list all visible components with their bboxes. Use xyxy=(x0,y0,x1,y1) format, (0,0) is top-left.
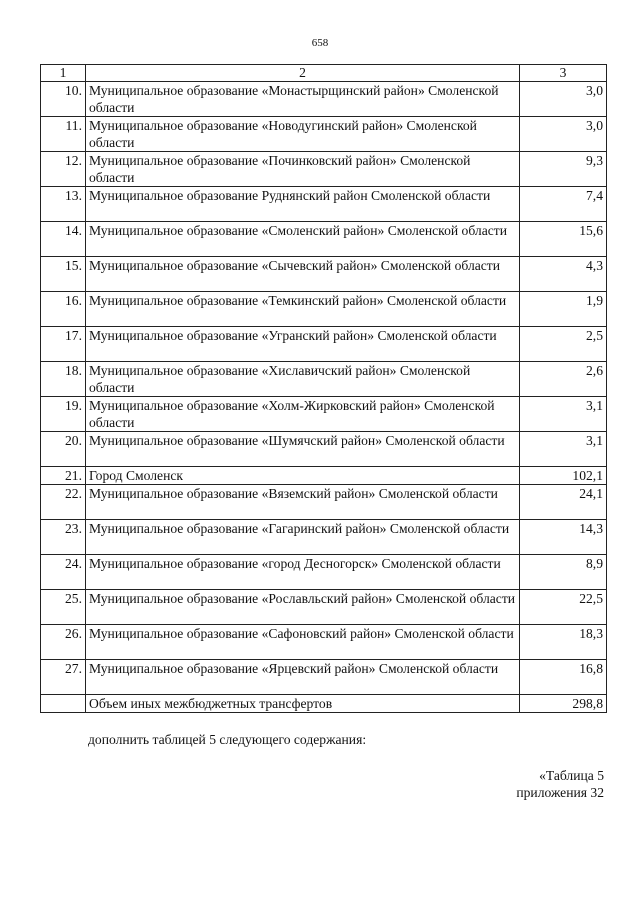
row-name: Муниципальное образование «Хиславичский район» Смоленской области xyxy=(86,362,520,397)
caption-line-2: приложения 32 xyxy=(516,785,604,800)
page-number: 658 xyxy=(311,37,329,49)
table-row xyxy=(41,222,607,257)
row-name: Муниципальное образование «Смоленский район» Смоленской области xyxy=(86,222,520,257)
row-number: 10. xyxy=(41,82,86,117)
row-number xyxy=(41,695,86,713)
row-number: 19. xyxy=(41,397,86,432)
table-row xyxy=(41,625,607,660)
row-value: 24,1 xyxy=(520,485,607,520)
table-row xyxy=(41,467,607,485)
row-name: Муниципальное образование «Угранский район» Смоленской области xyxy=(86,327,520,362)
transfers-table xyxy=(40,64,607,713)
row-value: 1,9 xyxy=(520,292,607,327)
row-name: Муниципальное образование «город Десногорск» Смоленской области xyxy=(86,555,520,590)
table-row xyxy=(41,485,607,520)
row-number: 25. xyxy=(41,590,86,625)
row-value: 2,5 xyxy=(520,327,607,362)
row-value: 7,4 xyxy=(520,187,607,222)
row-value: 298,8 xyxy=(520,695,607,713)
row-value: 3,0 xyxy=(520,82,607,117)
row-value: 4,3 xyxy=(520,257,607,292)
row-number: 16. xyxy=(41,292,86,327)
row-number: 14. xyxy=(41,222,86,257)
table-row xyxy=(41,432,607,467)
row-value: 8,9 xyxy=(520,555,607,590)
row-name: Муниципальное образование «Холм-Жирковский район» Смоленской области xyxy=(86,397,520,432)
row-number: 13. xyxy=(41,187,86,222)
row-number: 12. xyxy=(41,152,86,187)
table-row xyxy=(41,555,607,590)
table-row xyxy=(41,187,607,222)
caption-line-1: «Таблица 5 xyxy=(539,768,604,783)
row-number: 24. xyxy=(41,555,86,590)
row-name: Муниципальное образование «Монастырщинский район» Смоленской области xyxy=(86,82,520,117)
row-name: Объем иных межбюджетных трансфертов xyxy=(86,695,520,713)
row-name: Муниципальное образование Руднянский район Смоленской области xyxy=(86,187,520,222)
row-name: Муниципальное образование «Рославльский район» Смоленской области xyxy=(86,590,520,625)
row-number: 22. xyxy=(41,485,86,520)
row-name: Муниципальное образование «Вяземский район» Смоленской области xyxy=(86,485,520,520)
table-row xyxy=(41,257,607,292)
header-col-1: 1 xyxy=(41,65,86,82)
row-value: 14,3 xyxy=(520,520,607,555)
row-number: 21. xyxy=(41,467,86,485)
row-value: 16,8 xyxy=(520,660,607,695)
table-row xyxy=(41,152,607,187)
header-col-3: 3 xyxy=(520,65,607,82)
table-header-row xyxy=(41,65,607,82)
row-name: Муниципальное образование «Сычевский район» Смоленской области xyxy=(86,257,520,292)
row-value: 18,3 xyxy=(520,625,607,660)
row-value: 15,6 xyxy=(520,222,607,257)
table-row xyxy=(41,292,607,327)
row-name: Город Смоленск xyxy=(86,467,520,485)
row-number: 27. xyxy=(41,660,86,695)
row-name: Муниципальное образование «Шумячский район» Смоленской области xyxy=(86,432,520,467)
row-value: 3,1 xyxy=(520,432,607,467)
table-row xyxy=(41,397,607,432)
row-number: 23. xyxy=(41,520,86,555)
row-name: Муниципальное образование «Гагаринский район» Смоленской области xyxy=(86,520,520,555)
header-col-2: 2 xyxy=(86,65,520,82)
row-number: 11. xyxy=(41,117,86,152)
row-value: 9,3 xyxy=(520,152,607,187)
row-value: 102,1 xyxy=(520,467,607,485)
row-number: 18. xyxy=(41,362,86,397)
table-caption xyxy=(516,767,604,801)
row-number: 26. xyxy=(41,625,86,660)
row-name: Муниципальное образование «Починковский район» Смоленской области xyxy=(86,152,520,187)
continuation-text: дополнить таблицей 5 следующего содержания: xyxy=(88,732,367,747)
row-value: 22,5 xyxy=(520,590,607,625)
table-row xyxy=(41,362,607,397)
table-row xyxy=(41,520,607,555)
row-value: 3,0 xyxy=(520,117,607,152)
table-row xyxy=(41,590,607,625)
row-name: Муниципальное образование «Новодугинский район» Смоленской области xyxy=(86,117,520,152)
table-row xyxy=(41,117,607,152)
table-row xyxy=(41,660,607,695)
row-name: Муниципальное образование «Темкинский район» Смоленской области xyxy=(86,292,520,327)
table-row xyxy=(41,327,607,362)
row-number: 15. xyxy=(41,257,86,292)
row-value: 2,6 xyxy=(520,362,607,397)
row-name: Муниципальное образование «Ярцевский район» Смоленской области xyxy=(86,660,520,695)
table-row xyxy=(41,82,607,117)
row-number: 20. xyxy=(41,432,86,467)
row-value: 3,1 xyxy=(520,397,607,432)
row-number: 17. xyxy=(41,327,86,362)
table-row xyxy=(41,695,607,713)
row-name: Муниципальное образование «Сафоновский район» Смоленской области xyxy=(86,625,520,660)
